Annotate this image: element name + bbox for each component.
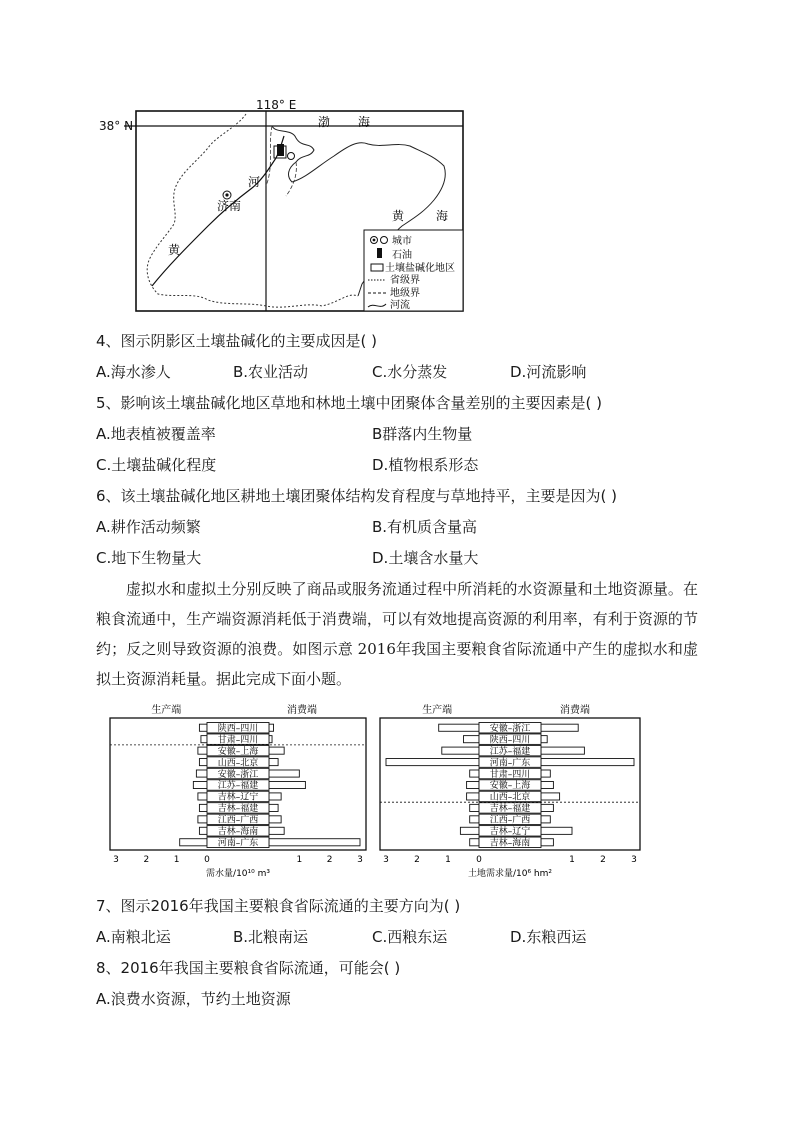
chart-0-consumer-bar: [269, 793, 281, 800]
q7-option-d[interactable]: D.东粮西运: [510, 928, 587, 946]
chart-0-producer-bar: [199, 724, 207, 731]
reading-passage: 虚拟水和虚拟土分别反映了商品或服务流通过程中所消耗的水资源量和土地资源量。在粮食流通中，生产端资源消耗低于消费端，可以有效地提高资源的利用率，有利于资源的节约；反之则导致资源的浪费。如图示意 2016年我国主要粮食省际流通中产生的虚拟水和虚拟土资源消耗量。据此完成下面小题。: [96, 580, 698, 688]
virtual-land-chart: [376, 702, 646, 882]
chart-0-producer-bar: [198, 747, 207, 754]
legend-saline: 土壤盐碱化地区: [385, 263, 455, 274]
chart-1-consumer-bar: [541, 747, 584, 754]
q7-option-c[interactable]: C.西粮东运: [372, 928, 448, 946]
chart-0-consumer-label: 消费端: [287, 705, 317, 716]
chart-1-consumer-bar: [541, 770, 550, 777]
chart-1-producer-bar: [470, 816, 479, 823]
chart-0-producer-label: 生产端: [151, 705, 182, 716]
question-7-stem: 7、图示2016年我国主要粮食省际流通的主要方向为( ): [96, 897, 461, 915]
chart-1-producer-bar: [464, 736, 480, 743]
chart-1-category-label: 吉林–海南: [489, 838, 531, 849]
chart-0-consumer-bar: [269, 759, 278, 766]
question-4-stem: 4、图示阴影区土壤盐碱化的主要成因是( ): [96, 332, 378, 350]
chart-1-producer-bar: [386, 759, 479, 766]
q6-option-a[interactable]: A.耕作活动频繁: [96, 518, 201, 536]
chart-1-category-label: 河南–广东: [489, 758, 531, 769]
chart-1-consumer-bar: [541, 804, 553, 811]
q6-option-c[interactable]: C.地下生物量大: [96, 549, 202, 567]
chart-0-consumer-bar: [269, 770, 299, 777]
q8-option-a[interactable]: A.浪费水资源，节约土地资源: [96, 990, 291, 1008]
q5-option-a[interactable]: A.地表植被覆盖率: [96, 425, 216, 443]
chart-0-producer-bar: [180, 839, 207, 846]
chart-0-category-label: 吉林–福建: [217, 804, 259, 815]
chart-0-consumer-bar: [269, 839, 360, 846]
chart-1-consumer-bar: [541, 736, 547, 743]
map-legend: [364, 230, 463, 311]
chart-0-producer-bar: [199, 827, 207, 834]
virtual-water-chart: [106, 702, 372, 882]
jinan-label: 济南: [217, 199, 242, 213]
chart-0-tick-label: 1: [296, 855, 303, 865]
chart-1-category-label: 山西–北京: [489, 792, 531, 803]
chart-1-tick-label: 2: [414, 855, 420, 865]
chart-0-consumer-bar: [269, 747, 284, 754]
chart-1-tick-label: 2: [600, 855, 606, 865]
chart-0-consumer-bar: [269, 724, 274, 731]
chart-0-tick-label: 1: [173, 855, 180, 865]
q7-option-a[interactable]: A.南粮北运: [96, 928, 171, 946]
chart-1-category-label: 江西–广西: [489, 815, 531, 826]
legend-province: 省级界: [390, 275, 420, 286]
chart-1-category-label: 江苏–福建: [489, 746, 531, 757]
chart-1-producer-bar: [460, 827, 479, 834]
chart-0-category-label: 甘肃–四川: [217, 735, 259, 746]
chart-0-producer-bar: [193, 781, 207, 788]
chart-1-producer-bar: [470, 839, 479, 846]
chart-1-producer-bar: [439, 724, 479, 731]
legend-oil: 石油: [392, 250, 412, 261]
chart-0-category-label: 江苏–福建: [217, 781, 259, 792]
latitude-label: 38° N: [99, 119, 134, 133]
chart-0-producer-bar: [199, 759, 207, 766]
chart-0-category-label: 河南–广东: [217, 838, 259, 849]
chart-0-category-label: 安徽–上海: [217, 746, 259, 757]
chart-1-consumer-bar: [541, 724, 578, 731]
chart-1-consumer-bar: [541, 839, 553, 846]
chart-1-producer-bar: [470, 804, 479, 811]
chart-0-producer-bar: [198, 816, 207, 823]
chart-1-producer-label: 生产端: [422, 705, 453, 716]
chart-1-producer-bar: [442, 747, 479, 754]
chart-1-tick-label: 3: [383, 855, 389, 865]
chart-1-consumer-bar: [541, 781, 553, 788]
longitude-label: 118° E: [256, 98, 297, 112]
chart-1-producer-bar: [470, 770, 479, 777]
chart-0-category-label: 山西–北京: [217, 758, 259, 769]
chart-1-tick-label: 1: [569, 855, 575, 865]
chart-0-producer-bar: [201, 736, 207, 743]
chart-0-producer-bar: [199, 804, 207, 811]
chart-0-x-axis-label: 需水量/10¹⁰ m³: [206, 869, 270, 879]
chart-0-consumer-bar: [269, 804, 278, 811]
shandong-map: [96, 96, 476, 318]
chart-1-tick-label: 1: [445, 855, 451, 865]
jinan-city-dot: [225, 193, 228, 196]
q4-option-c[interactable]: C.水分蒸发: [372, 363, 448, 381]
q4-option-b[interactable]: B.农业活动: [233, 363, 309, 381]
q5-option-b[interactable]: B群落内生物量: [372, 425, 473, 443]
chart-1-category-label: 安徽–浙江: [489, 723, 531, 734]
chart-1-consumer-bar: [541, 827, 572, 834]
yellow-sea-char-2: 海: [436, 209, 449, 223]
q5-option-c[interactable]: C.土壤盐碱化程度: [96, 456, 217, 474]
chart-1-consumer-bar: [541, 793, 560, 800]
question-6-stem: 6、该土壤盐碱化地区耕地土壤团聚体结构发育程度与草地持平，主要是因为( ): [96, 487, 618, 505]
chart-1-consumer-label: 消费端: [560, 705, 590, 716]
chart-0-category-label: 陕西–四川: [217, 723, 259, 734]
q4-option-a[interactable]: A.海水渗人: [96, 363, 171, 381]
chart-1-tick-label: 0: [476, 855, 482, 865]
chart-0-tick-label: 2: [326, 855, 333, 865]
chart-1-category-label: 甘肃–四川: [489, 769, 531, 780]
province-boundary: [147, 114, 358, 307]
city-icon: [288, 153, 295, 160]
q4-option-d[interactable]: D.河流影响: [510, 363, 587, 381]
q6-option-d[interactable]: D.土壤含水量大: [372, 549, 479, 567]
chart-0-consumer-bar: [269, 816, 281, 823]
chart-1-x-axis-label: 土地需求量/10⁶ hm²: [467, 869, 553, 879]
chart-1-consumer-bar: [541, 759, 634, 766]
chart-0-category-label: 吉林–海南: [217, 827, 259, 838]
question-5-stem: 5、影响该土壤盐碱化地区草地和林地土壤中团聚体含量差别的主要因素是( ): [96, 394, 603, 412]
chart-1-category-label: 安徽–上海: [489, 781, 531, 792]
question-8-stem: 8、2016年我国主要粮食省际流通，可能会( ): [96, 959, 401, 977]
q5-option-d[interactable]: D.植物根系形态: [372, 456, 479, 474]
chart-1-tick-label: 3: [631, 855, 637, 865]
legend-district: 地级界: [390, 288, 420, 299]
river-char-2: 黄: [168, 243, 181, 257]
q6-option-b[interactable]: B.有机质含量高: [372, 518, 478, 536]
chart-1-producer-bar: [467, 793, 479, 800]
chart-0-category-label: 吉林–辽宁: [217, 792, 259, 803]
oil-icon: [277, 144, 284, 156]
chart-0-tick-label: 3: [113, 855, 119, 865]
chart-0-tick-label: 2: [143, 855, 150, 865]
chart-0-producer-bar: [198, 793, 207, 800]
legend-river: 河流: [390, 300, 410, 311]
q7-option-b[interactable]: B.北粮南运: [233, 928, 309, 946]
yellow-sea-char-1: 黄: [392, 209, 405, 223]
chart-0-producer-bar: [196, 770, 207, 777]
chart-1-category-label: 吉林–福建: [489, 804, 531, 815]
chart-0-tick-label: 0: [204, 855, 210, 865]
chart-1-category-label: 陕西–四川: [489, 735, 531, 746]
chart-0-consumer-bar: [269, 827, 284, 834]
chart-0-consumer-bar: [269, 736, 272, 743]
legend-city: 城市: [392, 236, 412, 247]
chart-0-category-label: 安徽–浙江: [217, 769, 259, 780]
chart-0-consumer-bar: [269, 781, 305, 788]
chart-0-category-label: 江西–广西: [217, 815, 259, 826]
chart-1-category-label: 吉林–辽宁: [489, 827, 531, 838]
chart-0-tick-label: 3: [357, 855, 363, 865]
river-char-1: 河: [248, 175, 261, 189]
bohai-char-2: 海: [358, 115, 371, 129]
chart-1-producer-bar: [467, 781, 479, 788]
chart-1-consumer-bar: [541, 816, 550, 823]
bohai-char-1: 渤: [318, 115, 331, 129]
district-boundary: [266, 126, 296, 196]
